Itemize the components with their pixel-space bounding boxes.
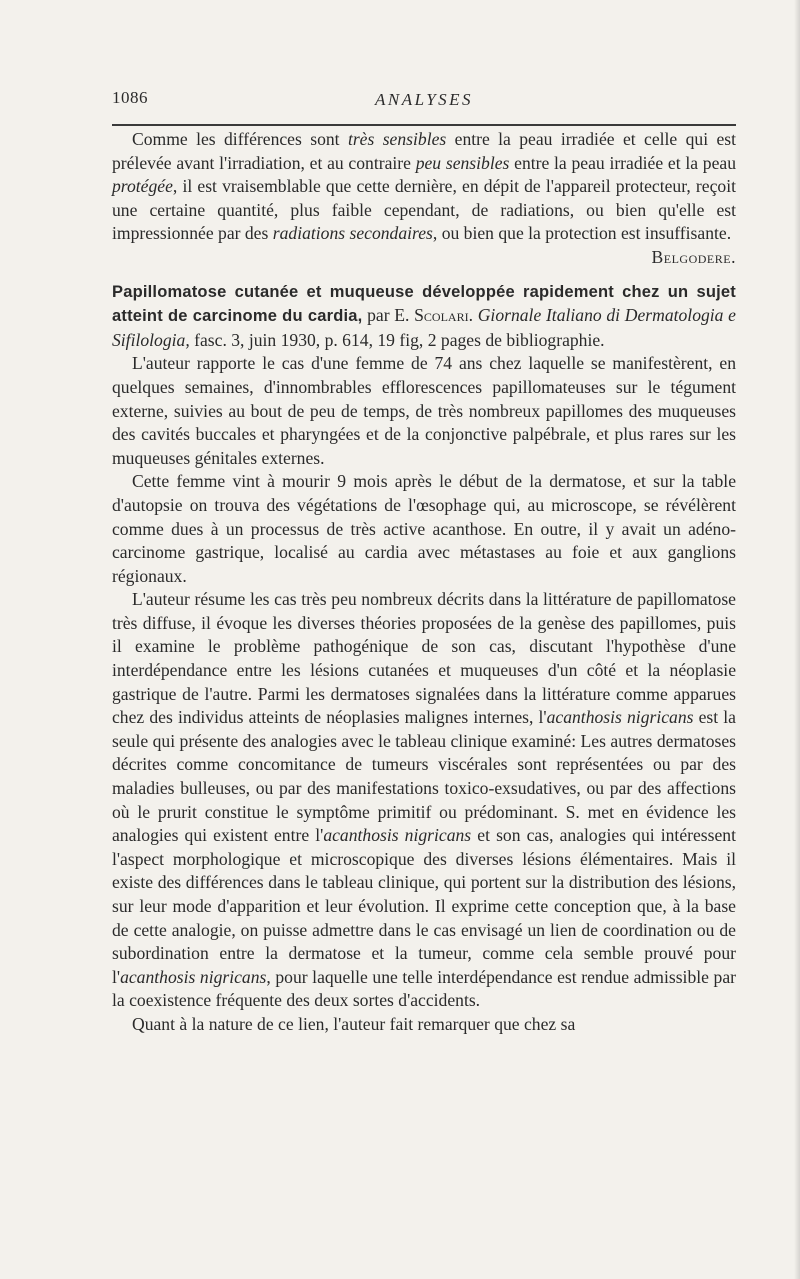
page-number: 1086 [112, 88, 148, 107]
paragraph-4-italic: acanthosis nigricans [120, 966, 267, 987]
article-journal: Giornale Italiano di Dermatologia e Sifilologia, [112, 305, 736, 350]
paragraph-1-italic: peu sensibles [415, 152, 510, 173]
article-details: fasc. 3, juin 1930, p. 614, 19 fig, 2 pages de bibliographie. [189, 329, 605, 350]
article-heading [112, 280, 736, 353]
paragraph-1-italic: très sensibles [347, 129, 447, 149]
paragraph-1 [112, 128, 737, 267]
paragraph-1-text: Comme les différences sont [132, 129, 348, 149]
paragraph-1-text: entre la peau irradiée et la peau [509, 152, 736, 173]
paragraph-4-text: , pour laquelle une telle interdépendance est rendue admissible par la coexistence fréquente des deux sortes d'accidents. [112, 966, 736, 1011]
page-edge-shadow [794, 0, 800, 1279]
paragraph-4-text: est la seule qui présente des analogies avec le tableau clinique examiné: Les autres dermatoses décrites comme concomitance de tumeurs viscérales sont représentées ou par des maladies bulleuses, ou par des manifestations toxico-exsudatives, ou par des affections où le prurit constitue le symptôme primitif ou prédominant. S. met en évidence les analogies qui existent entre l' [112, 707, 736, 846]
article-author: E. Scolari. [394, 305, 473, 326]
paragraph-4-italic: acanthosis nigricans [323, 825, 472, 846]
paragraph-3: Cette femme vint à mourir 9 mois après le début de la dermatose, et sur la table d'autopsie on trouva des végétations de l'œsophage qui, au microscope, se révélèrent comme dues à un processus de très active acanthose. En outre, il y avait un adéno-carcinome gastrique, localisé au cardia avec métastases au foie et aux ganglions régionaux. [112, 471, 736, 586]
article-by: par [362, 305, 395, 326]
paragraph-4-text: L'auteur résume les cas très peu nombreux décrits dans la littérature de papillomatose très diffuse, il évoque les diverses théories proposées de la genèse des papillomes, puis il examine le problème pathogénique de son cas, discutant l'hypothèse d'une interdépendance entre les lésions cutanées et muqueuses d'un côté et la néoplasie gastrique de l'autre. Parmi les dermatoses signalées dans la littérature comme apparues chez des individus atteints de néoplasies malignes internes, l' [112, 589, 736, 728]
paragraph-4-italic: acanthosis nigricans [546, 707, 694, 728]
page-header [112, 86, 736, 116]
article-title: Papillomatose cutanée et muqueuse développée rapidement chez un sujet atteint de carcinome du cardia, [112, 282, 736, 326]
paragraph-4-text: et son cas, analogies qui intéressent l'aspect morphologique et microscopique des diverses lésions élémentaires. Mais il existe des différences dans le tableau clinique, qui portent sur la distribution des lésions, sur leur mode d'apparition et leur évolution. Il exprime cette conception que, à la base de cette analogie, on puisse admettre dans le cas envisagé un lien de coordination ou de subordination entre la dermatose et la tumeur, comme cela semble prouvé pour l' [112, 825, 736, 987]
paragraph-1-text: , il est vraisemblable que cette dernière, en dépit de l'appareil protecteur, reçoit une certaine quantité, plus faible cependant, de radiations, ou bien qu'elle est impressionnée par des [112, 176, 736, 244]
paragraph-5: Quant à la nature de ce lien, l'auteur fait remarquer que chez sa [132, 1013, 576, 1034]
header-rule [112, 124, 736, 126]
paragraph-4 [112, 588, 736, 1013]
signature: Belgodere. [651, 246, 736, 267]
page-body [112, 128, 736, 1037]
paragraph-1-italic: radiations secondaires [272, 223, 433, 244]
paragraph-1-italic: protégée [112, 176, 173, 197]
paragraph-2: L'auteur rapporte le cas d'une femme de 74 ans chez laquelle se manifestèrent, en quelques semaines, d'innombrables efflorescences papillomateuses sur le tégument externe, suivies au bout de peu de temps, de très nombreux papillomes des muqueuses des cavités buccales et pharyngées et de la conjonctive palpébrale, et plus rares sur les muqueuses génitales externes. [112, 353, 736, 468]
paragraph-1-text: , ou bien que la protection est insuffisante. [432, 223, 732, 244]
running-title: ANALYSES [374, 90, 474, 109]
paragraph-1-text: entre la peau irradiée et celle qui est prélevée avant l'irradiation, et au contraire [112, 129, 737, 173]
